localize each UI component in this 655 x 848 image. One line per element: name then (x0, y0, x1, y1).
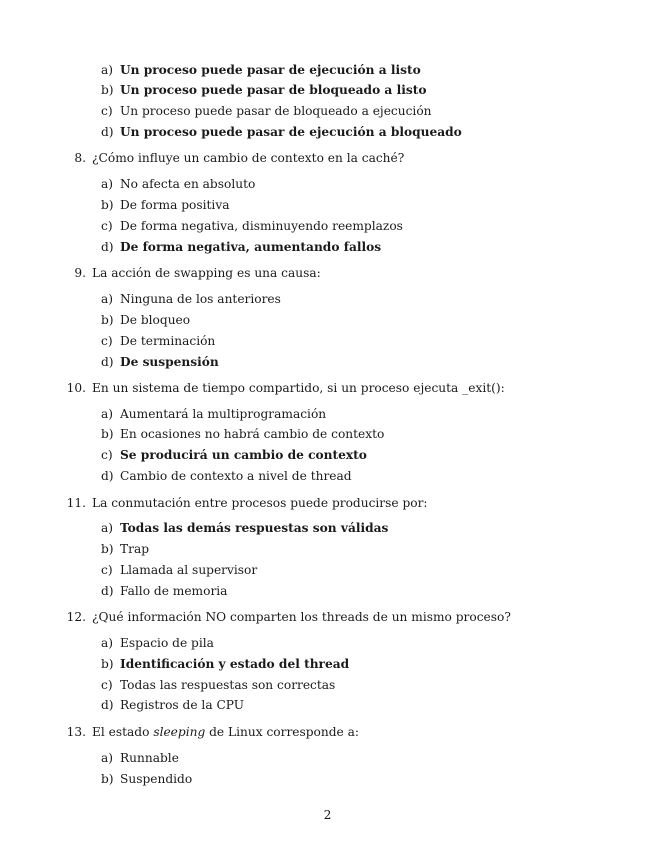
option-letter: d) (101, 469, 114, 483)
option-letter: a) (101, 521, 114, 535)
option-text: Fallo de memoria (120, 584, 228, 598)
option-text: De forma negativa, disminuyendo reemplazos (120, 219, 403, 233)
option-letter: a) (101, 751, 114, 765)
option-letter: c) (101, 104, 113, 118)
option-letter: c) (101, 334, 113, 348)
question-text-part: El estado (92, 725, 154, 739)
question-number: 8. (74, 151, 86, 165)
question-number: 12. (66, 610, 86, 624)
option-letter: a) (101, 407, 114, 421)
question-number: 13. (66, 725, 86, 739)
page-number: 2 (323, 808, 332, 822)
option-letter: b) (101, 313, 114, 327)
option-text: No afecta en absoluto (120, 177, 256, 191)
question-number: 9. (74, 266, 86, 280)
option-letter: a) (101, 177, 114, 191)
option-text: Runnable (120, 751, 179, 765)
option-letter: b) (101, 198, 114, 212)
option-text: Registros de la CPU (120, 698, 245, 712)
option-letter: b) (101, 657, 114, 671)
option-text: Se producirá un cambio de contexto (120, 448, 367, 462)
option-text: Ninguna de los anteriores (120, 292, 281, 306)
option-letter: c) (101, 448, 113, 462)
option-text: En ocasiones no habrá cambio de contexto (120, 427, 385, 441)
option-text: De terminación (120, 334, 216, 348)
option-text: Identificación y estado del thread (120, 657, 350, 671)
question-text: ¿Cómo influye un cambio de contexto en la caché? (92, 151, 405, 165)
option-text: Cambio de contexto a nivel de thread (120, 469, 352, 483)
option-text: Llamada al supervisor (120, 563, 258, 577)
option-text: Todas las respuestas son correctas (120, 678, 336, 692)
option-text: Trap (120, 542, 150, 556)
option-text: Un proceso puede pasar de ejecución a bloqueado (120, 125, 462, 139)
option-text: Suspendido (120, 772, 193, 786)
question-text: La acción de swapping es una causa: (92, 266, 321, 280)
option-letter: c) (101, 219, 113, 233)
option-text: Todas las demás respuestas son válidas (120, 521, 389, 535)
option-letter: a) (101, 292, 114, 306)
option-text: De suspensión (120, 355, 219, 369)
question-text: ¿Qué información NO comparten los threads de un mismo proceso? (92, 610, 511, 624)
option-text: Un proceso puede pasar de bloqueado a listo (120, 83, 427, 97)
option-letter: d) (101, 355, 114, 369)
option-letter: d) (101, 584, 114, 598)
option-letter: d) (101, 125, 114, 139)
question-text: La conmutación entre procesos puede producirse por: (92, 496, 428, 510)
option-letter: b) (101, 542, 114, 556)
option-letter: a) (101, 636, 114, 650)
option-text: Un proceso puede pasar de bloqueado a ejecución (120, 104, 432, 118)
option-letter: a) (101, 63, 114, 77)
question-text-emphasis: sleeping (153, 725, 206, 739)
option-text: De forma negativa, aumentando fallos (120, 240, 382, 254)
option-letter: d) (101, 240, 114, 254)
option-letter: b) (101, 83, 114, 97)
option-text: De forma positiva (120, 198, 230, 212)
option-text: De bloqueo (120, 313, 191, 327)
option-letter: b) (101, 427, 114, 441)
option-letter: c) (101, 678, 113, 692)
question-text (92, 724, 359, 740)
question-number: 10. (66, 381, 86, 395)
option-text: Aumentará la multiprogramación (120, 407, 327, 421)
option-letter: d) (101, 698, 114, 712)
question-text-part: de Linux corresponde a: (205, 725, 359, 739)
option-letter: b) (101, 772, 114, 786)
option-text: Un proceso puede pasar de ejecución a listo (120, 63, 421, 77)
option-letter: c) (101, 563, 113, 577)
option-text: Espacio de pila (120, 636, 214, 650)
question-number: 11. (66, 496, 86, 510)
question-text: En un sistema de tiempo compartido, si un proceso ejecuta _exit(): (92, 381, 505, 395)
